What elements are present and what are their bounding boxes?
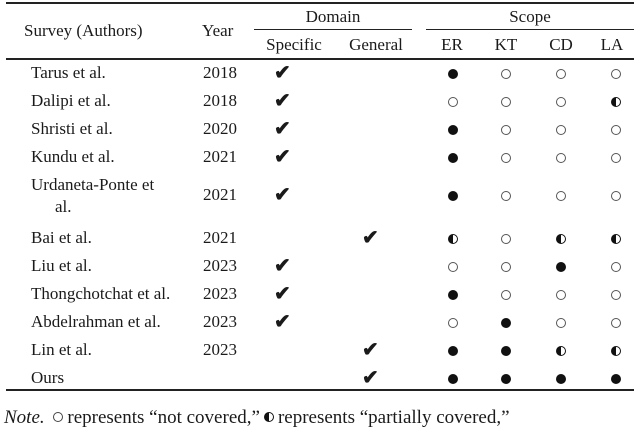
coverage-dot-none [611, 290, 621, 300]
specific-check: ✔ [274, 118, 291, 140]
header-rule [6, 58, 634, 60]
specific-check: ✔ [274, 311, 291, 333]
coverage-dot-full [448, 290, 458, 300]
coverage-dot-none [611, 191, 621, 201]
coverage-dot-none [556, 97, 566, 107]
specific-col-header: Specific [266, 35, 322, 54]
note-text-partial: represents “partially covered,” [277, 407, 510, 428]
coverage-dot-full [448, 374, 458, 384]
coverage-dot-full [448, 346, 458, 356]
survey-name: Bai et al. [31, 228, 92, 247]
coverage-dot-none [556, 191, 566, 201]
year-cell: 2021 [203, 185, 237, 204]
top-rule [6, 2, 634, 4]
partial-symbol [264, 412, 274, 422]
coverage-dot-none [556, 153, 566, 163]
year-cell: 2023 [203, 256, 237, 275]
coverage-dot-none [448, 97, 458, 107]
coverage-dot-none [556, 318, 566, 328]
coverage-dot-none [501, 290, 511, 300]
coverage-dot-half [611, 234, 621, 244]
coverage-dot-none [501, 69, 511, 79]
coverage-dot-none [448, 318, 458, 328]
survey-name: Liu et al. [31, 256, 92, 275]
general-check: ✔ [362, 227, 379, 249]
general-col-header: General [349, 35, 403, 54]
coverage-dot-none [501, 125, 511, 135]
survey-header: Survey (Authors) [24, 21, 143, 40]
general-check: ✔ [362, 339, 379, 361]
scope-rule [426, 29, 634, 30]
specific-check: ✔ [274, 90, 291, 112]
coverage-dot-full [448, 125, 458, 135]
specific-check: ✔ [274, 62, 291, 84]
coverage-dot-half [556, 234, 566, 244]
kt-col-header: KT [494, 35, 518, 54]
note-text-not-covered: represents “not covered,” [67, 407, 260, 428]
coverage-dot-none [501, 153, 511, 163]
survey-name: Urdaneta-Ponte et [31, 175, 155, 194]
coverage-dot-full [501, 318, 511, 328]
coverage-dot-half [556, 346, 566, 356]
coverage-dot-full [501, 346, 511, 356]
domain-rule [254, 29, 412, 30]
specific-check: ✔ [274, 184, 291, 206]
not-covered-symbol [53, 412, 63, 422]
coverage-dot-full [448, 191, 458, 201]
survey-name: Dalipi et al. [31, 91, 111, 110]
survey-name: Ours [31, 368, 65, 387]
coverage-dot-none [501, 97, 511, 107]
la-col-header: LA [600, 35, 624, 54]
coverage-dot-full [501, 374, 511, 384]
coverage-dot-none [501, 234, 511, 244]
coverage-dot-none [611, 125, 621, 135]
coverage-dot-none [611, 153, 621, 163]
coverage-dot-none [556, 69, 566, 79]
general-check: ✔ [362, 367, 379, 389]
coverage-dot-full [556, 374, 566, 384]
coverage-dot-full [611, 374, 621, 384]
year-header: Year [202, 21, 234, 40]
coverage-dot-none [501, 262, 511, 272]
year-cell: 2021 [203, 228, 237, 247]
survey-name: Thongchotchat et al. [31, 284, 171, 303]
year-cell: 2023 [203, 312, 237, 331]
year-cell: 2020 [203, 119, 237, 138]
coverage-dot-half [611, 97, 621, 107]
table-note [4, 407, 510, 429]
er-col-header: ER [441, 35, 463, 54]
year-cell: 2023 [203, 340, 237, 359]
coverage-dot-none [611, 69, 621, 79]
year-cell: 2018 [203, 63, 237, 82]
cd-col-header: CD [549, 35, 573, 54]
year-cell: 2018 [203, 91, 237, 110]
coverage-dot-none [501, 191, 511, 201]
survey-name: Tarus et al. [31, 63, 106, 82]
coverage-dot-none [611, 318, 621, 328]
year-cell: 2021 [203, 147, 237, 166]
specific-check: ✔ [274, 146, 291, 168]
year-cell: 2023 [203, 284, 237, 303]
survey-name: Kundu et al. [31, 147, 115, 166]
coverage-dot-none [448, 262, 458, 272]
coverage-dot-none [556, 290, 566, 300]
coverage-dot-half [611, 346, 621, 356]
scope-header: Scope [509, 7, 551, 26]
bottom-rule [6, 389, 634, 391]
specific-check: ✔ [274, 283, 291, 305]
specific-check: ✔ [274, 255, 291, 277]
domain-header: Domain [305, 7, 361, 26]
survey-name: Shristi et al. [31, 119, 113, 138]
coverage-dot-full [556, 262, 566, 272]
coverage-dot-none [556, 125, 566, 135]
coverage-dot-full [448, 153, 458, 163]
survey-name-line2: al. [55, 197, 72, 216]
survey-name: Abdelrahman et al. [31, 312, 161, 331]
survey-name: Lin et al. [31, 340, 92, 359]
coverage-dot-half [448, 234, 458, 244]
coverage-dot-none [611, 262, 621, 272]
note-label: Note. [4, 407, 45, 428]
coverage-dot-full [448, 69, 458, 79]
